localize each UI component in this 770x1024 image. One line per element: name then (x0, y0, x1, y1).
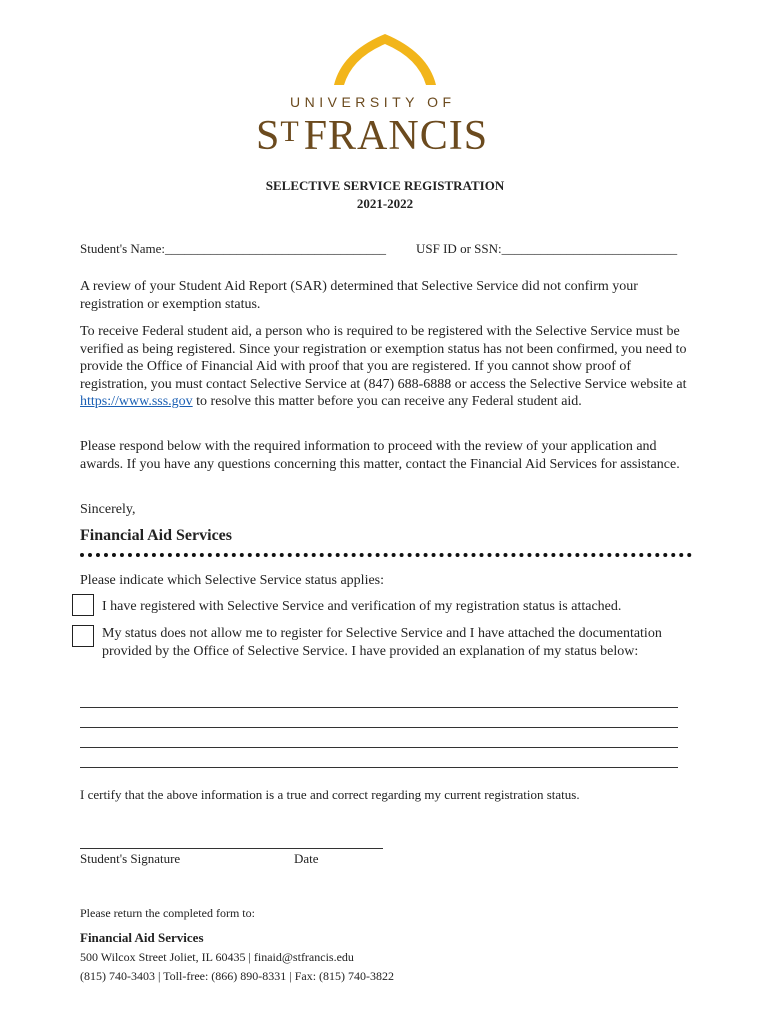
option1-checkbox[interactable] (72, 594, 94, 616)
explanation-line-2[interactable] (80, 727, 678, 728)
student-name-field[interactable]: Student's Name:__________________________________ (80, 241, 387, 256)
option2-checkbox[interactable] (72, 625, 94, 647)
date-label: Date (294, 851, 319, 866)
status-prompt: Please indicate which Selective Service status applies: (80, 573, 385, 588)
signature-line[interactable] (80, 848, 383, 849)
usf-id-field[interactable]: USF ID or SSN:___________________________ (416, 241, 678, 256)
dotted-divider (80, 553, 692, 557)
footer-address: 500 Wilcox Street Joliet, IL 60435 | finaid@stfrancis.edu (80, 950, 354, 964)
paragraph-sar: A review of your Student Aid Report (SAR) determined that Selective Service did not confirm your registration or exemption status. (80, 279, 638, 312)
signature-label: Student's Signature (80, 851, 181, 866)
signoff-financial-aid: Financial Aid Services (80, 527, 232, 544)
footer-office-name: Financial Aid Services (80, 930, 204, 945)
sincerely-text: Sincerely, (80, 502, 136, 517)
sss-website-link[interactable]: https://www.sss.gov (80, 394, 193, 409)
paragraph-federal-aid: To receive Federal student aid, a person who is required to be registered with the Selective Service must be verified as being registered. Since your registration or exemption status has not been confirmed, you need to provide the Office of Financial Aid with proof that you are registered. If you cannot show proof of registration, you must contact Selective Service at (847) 688-6888 or access the Selective Service website at https://www.sss.gov to resolve this matter before you can receive any Federal student aid. (80, 324, 687, 409)
page-title: SELECTIVE SERVICE REGISTRATION (265, 178, 505, 193)
paragraph-respond: Please respond below with the required information to proceed with the review of your application and awards. If you have any questions concerning this matter, contact the Financial Aid Services for assistance. (80, 439, 680, 472)
certify-text: I certify that the above information is a true and correct regarding my current registration status. (80, 787, 580, 802)
logo-university-of: UNIVERSITY OF (290, 94, 456, 110)
explanation-line-1[interactable] (80, 707, 678, 708)
explanation-line-3[interactable] (80, 747, 678, 748)
page-year: 2021-2022 (356, 196, 414, 211)
return-instruction: Please return the completed form to: (80, 906, 255, 920)
option2-label: My status does not allow me to register for Selective Service and I have attached the documentation provided by the Office of Selective Service. I have provided an explanation of my status below: (102, 626, 662, 659)
logo-st-francis: $S^TFRANCIS$ (256, 113, 489, 159)
option1-label: I have registered with Selective Service and verification of my registration status is attached. (102, 599, 622, 614)
explanation-line-4[interactable] (80, 767, 678, 768)
footer-phones: (815) 740-3403 | Toll-free: (866) 890-8331 | Fax: (815) 740-3822 (80, 969, 395, 983)
